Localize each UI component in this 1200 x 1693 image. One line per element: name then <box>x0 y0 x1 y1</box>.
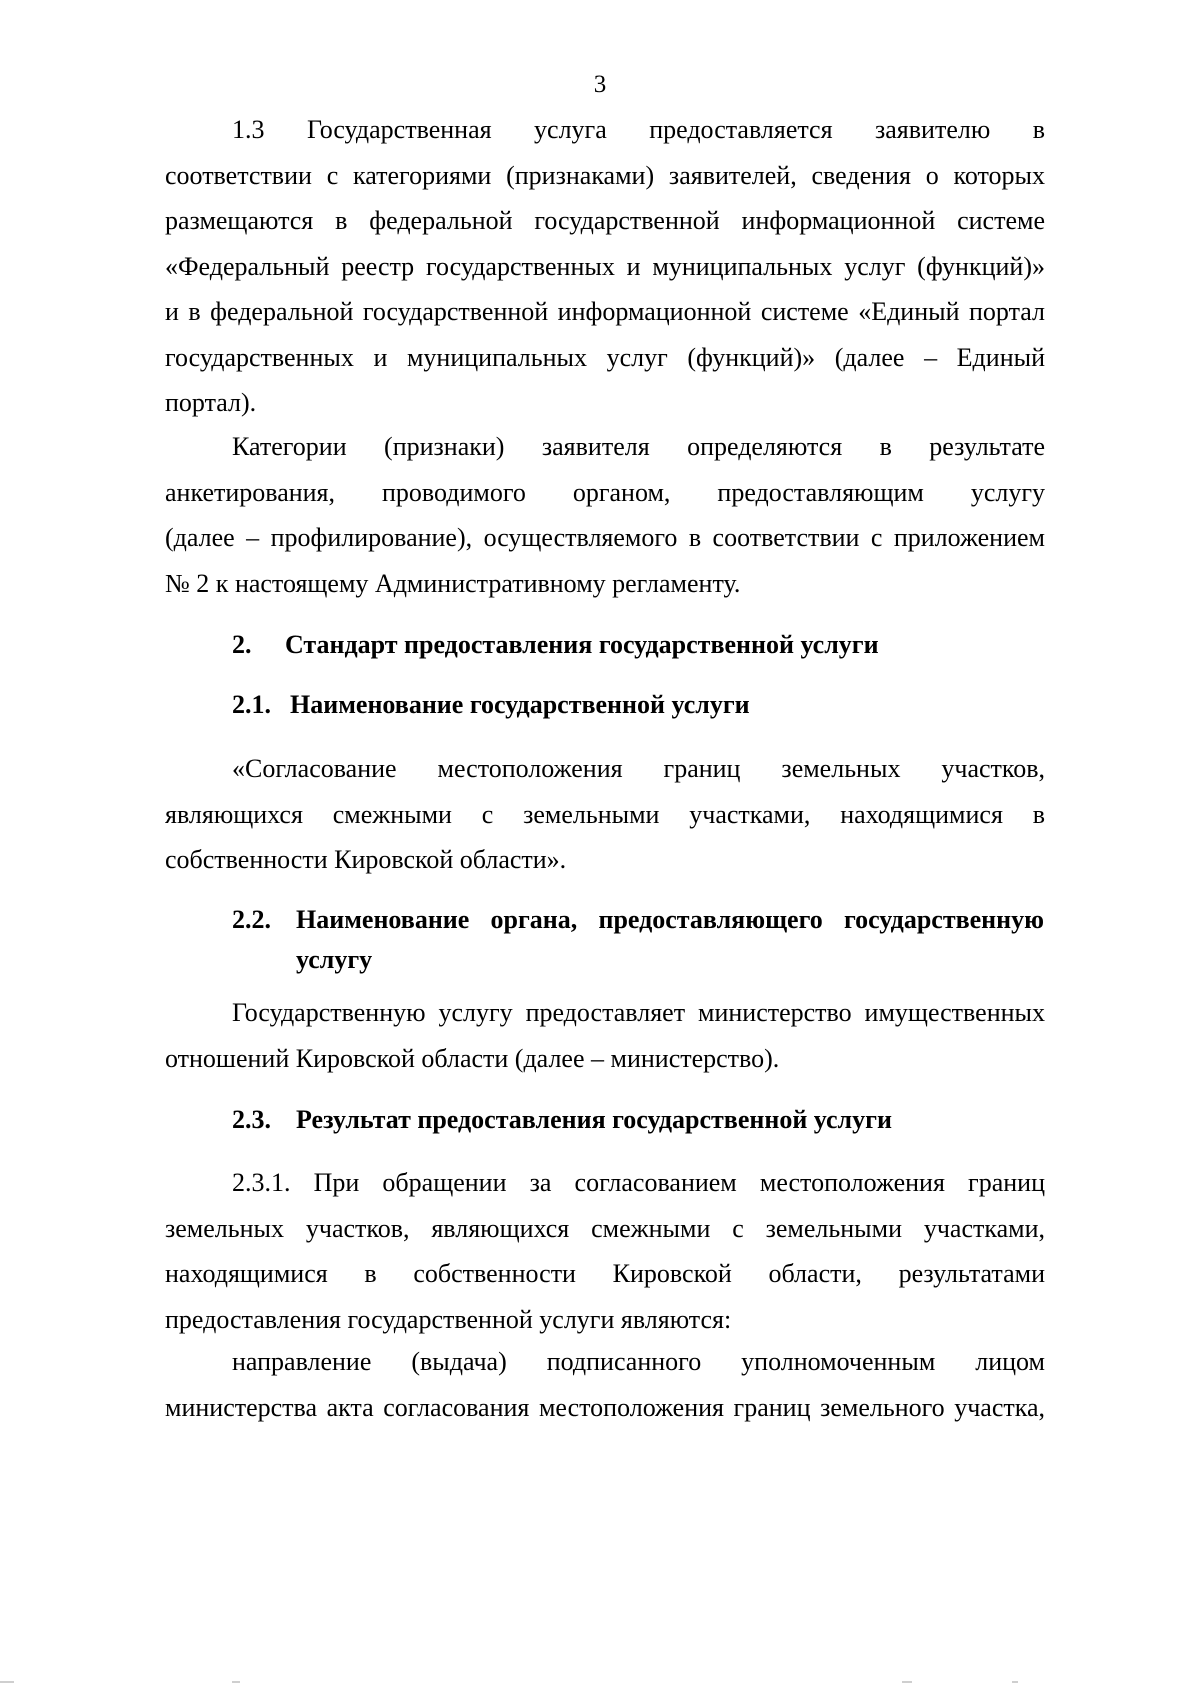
text-line: размещаются в федеральной государственной информационной системе <box>165 206 1045 235</box>
text-line: государственных и муниципальных услуг (функций)» (далее – Единый <box>165 342 1045 372</box>
text-line: (далее – профилирование), осуществляемого в соответствии с приложением <box>165 523 1045 552</box>
text-line: отношений Кировской области (далее – министерство). <box>165 1043 780 1073</box>
text-line: собственности Кировской области». <box>165 845 567 874</box>
text-line: соответствии с категориями (признаками) заявителей, сведения о которых <box>165 160 1045 190</box>
paragraph-direction <box>165 1339 1045 1430</box>
text-line: предоставления государственной услуги являются: <box>165 1304 732 1334</box>
heading-text <box>296 900 1044 980</box>
text-line: анкетирования, проводимого органом, предоставляющим услугу <box>165 477 1045 507</box>
heading-number: 2. <box>232 630 252 659</box>
text-line: 2.3.1. При обращении за согласованием местоположения границ <box>232 1168 1045 1197</box>
text-line: находящимися в собственности Кировской области, результатами <box>165 1259 1045 1288</box>
paragraph-provider <box>165 990 1045 1081</box>
page-number: 3 <box>593 71 607 98</box>
text-line: «Федеральный реестр государственных и муниципальных услуг (функций)» <box>165 251 1045 281</box>
paragraph-service-name <box>165 746 1045 883</box>
heading-line: услугу <box>296 945 373 974</box>
text-line: и в федеральной государственной информационной системе «Единый портал <box>165 297 1045 326</box>
scan-artifact <box>0 1681 14 1683</box>
heading-number: 2.3. <box>232 1105 271 1134</box>
heading-line: Наименование органа, предоставляющего государственную <box>296 905 1044 934</box>
scan-artifact <box>902 1681 912 1683</box>
paragraph-categories <box>165 424 1045 606</box>
text-line: «Согласование местоположения границ земельных участков, <box>232 754 1045 783</box>
text-line: Государственную услугу предоставляет министерство имущественных <box>232 998 1045 1027</box>
heading-number: 2.1. <box>232 690 271 719</box>
heading-text: Наименование государственной услуги <box>290 690 750 719</box>
text-line: 1.3 Государственная услуга предоставляется заявителю в <box>232 115 1045 144</box>
heading-number: 2.2. <box>232 905 271 934</box>
text-line: земельных участков, являющихся смежными с земельными участками, <box>165 1213 1045 1243</box>
text-line: портал). <box>165 388 257 417</box>
text-line: № 2 к настоящему Административному регламенту. <box>165 568 741 598</box>
paragraph-2-3-1 <box>165 1160 1045 1342</box>
text-line: министерства акта согласования местоположения границ земельного участка, <box>165 1392 1045 1422</box>
heading-text: Результат предоставления государственной услуги <box>296 1105 892 1134</box>
text-line: направление (выдача) подписанного уполномоченным лицом <box>232 1347 1045 1376</box>
scan-artifact <box>232 1681 240 1683</box>
text-line: являющихся смежными с земельными участками, находящимися в <box>165 799 1045 829</box>
paragraph-1-3 <box>165 107 1045 426</box>
heading-text: Стандарт предоставления государственной услуги <box>285 630 879 659</box>
text-line: Категории (признаки) заявителя определяются в результате <box>232 432 1045 461</box>
scan-artifact <box>1012 1681 1018 1683</box>
